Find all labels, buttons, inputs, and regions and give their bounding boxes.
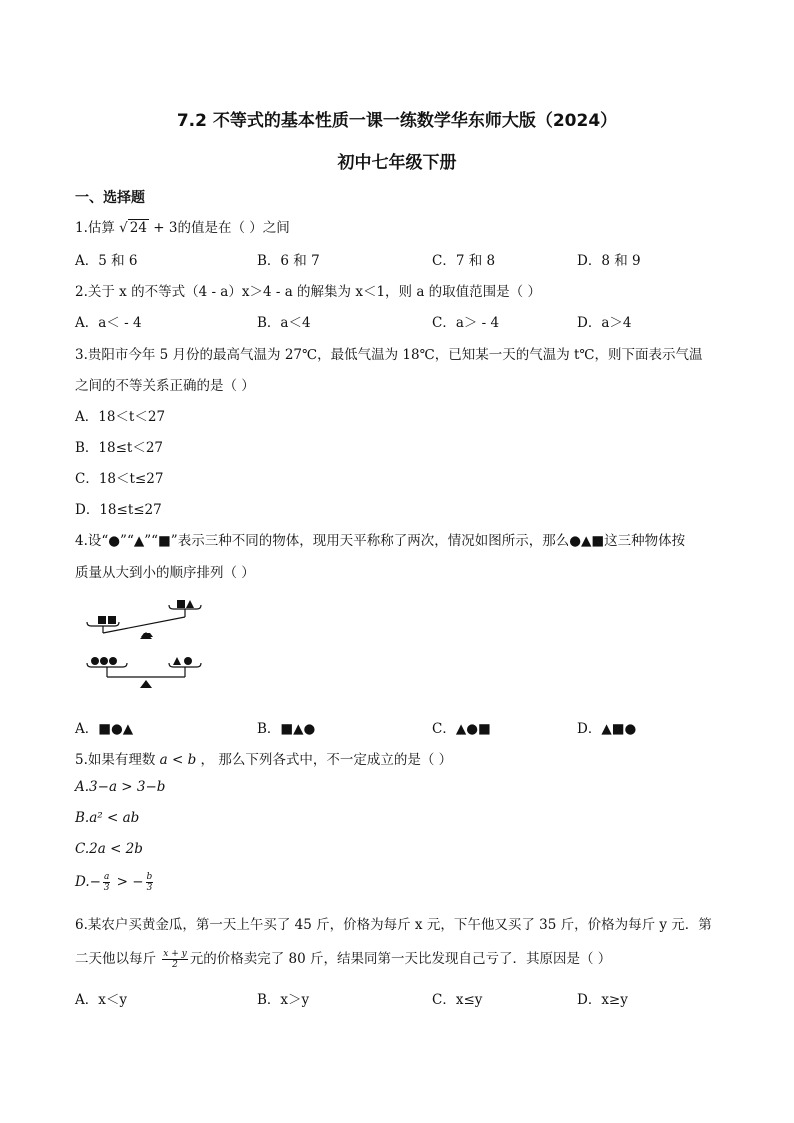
q1-prefix: 1.估算	[75, 220, 120, 236]
document-title: 7.2 不等式的基本性质一课一练数学华东师大版（2024）	[176, 111, 618, 131]
square-object	[108, 616, 116, 624]
denominator: 2	[172, 960, 178, 970]
question-4-line-1: 4.设“●”“▲”“■”表示三种不同的物体，现用天平称称了两次，情况如图所示，那么●▲■这三种物体按	[75, 533, 686, 549]
fraction-x-plus-y-over-2	[162, 949, 187, 970]
q5-d-mid: > −	[112, 874, 144, 890]
q3-option-c: C．18＜t≤27	[75, 471, 164, 487]
denominator: 3	[146, 883, 153, 893]
square-object	[177, 600, 185, 608]
option-c: C．7 和 8	[432, 253, 496, 269]
option-d: D．a＞4	[577, 315, 632, 331]
numerator: b	[146, 872, 153, 882]
balance-2	[87, 657, 201, 688]
question-6-line-1: 6.某农户买黄金瓜，第一天上午买了 45 斤，价格为每斤 x 元，下午他又买了 35 斤，价格为每斤 y 元．第	[75, 917, 712, 933]
triangle-object	[186, 600, 194, 608]
q6-line2-suffix: 元的价格卖完了 80 斤，结果同第一天比发现自己亏了．其原因是（ ）	[189, 951, 612, 967]
section-heading: 一、选择题	[75, 190, 145, 206]
circle-object	[100, 657, 108, 665]
option-b: B．a＜4	[257, 315, 311, 331]
triangle-object	[173, 657, 181, 665]
q4-options	[75, 717, 725, 737]
circle-object	[91, 657, 99, 665]
square-object	[98, 616, 106, 624]
denominator: 3	[103, 883, 110, 893]
question-1	[75, 216, 290, 236]
balance-scales-figure	[85, 595, 215, 695]
option-d: D．▲■●	[577, 721, 637, 737]
q5-option-b: B.a² < ab	[75, 810, 140, 826]
document-subtitle: 初中七年级下册	[337, 153, 457, 173]
q5-d-prefix: D.−	[75, 874, 101, 890]
q2-options	[75, 311, 725, 331]
q3-option-d: D．18≤t≤27	[75, 502, 162, 518]
question-3-line-1: 3.贵阳市今年 5 月份的最高气温为 27℃，最低气温为 18℃，已知某一天的气温为 t℃，则下面表示气温	[75, 347, 703, 363]
q6-line2-prefix: 二天他以每斤	[75, 951, 161, 967]
option-a: A．5 和 6	[75, 253, 138, 269]
option-c: C．▲●■	[432, 721, 491, 737]
question-6-line-2	[75, 947, 611, 970]
question-4-line-2: 质量从大到小的顺序排列（ ）	[75, 565, 255, 581]
option-a: A．x＜y	[75, 992, 127, 1008]
q6-options	[75, 988, 725, 1008]
q1-options	[75, 249, 725, 269]
option-c: C．a＞ - 4	[432, 315, 500, 331]
q3-option-a: A．18＜t＜27	[75, 409, 166, 425]
sqrt-expression: √ 24	[119, 220, 147, 236]
q5-option-c: C.2a < 2b	[75, 841, 143, 857]
option-b: B．■▲●	[257, 721, 316, 737]
option-a: A．a＜ - 4	[75, 315, 142, 331]
q5-prefix: 5.如果有理数	[75, 752, 160, 768]
fraction-b-over-3	[146, 872, 154, 893]
q3-option-b: B．18≤t＜27	[75, 440, 164, 456]
option-d: D．8 和 9	[577, 253, 641, 269]
numerator: x + y	[163, 949, 187, 959]
q5-option-d	[75, 872, 155, 893]
option-b: B．x＞y	[257, 992, 310, 1008]
option-c: C．x≤y	[432, 992, 483, 1008]
circle-object	[109, 657, 117, 665]
balance-1	[87, 600, 201, 639]
numerator: a	[103, 872, 110, 882]
q5-option-a: A.3−a > 3−b	[75, 779, 166, 795]
q1-radical: 24	[129, 220, 147, 236]
q5-condition: a < b	[159, 752, 197, 768]
q1-rest: + 3的值是在（ ）之间	[148, 220, 290, 236]
option-d: D．x≥y	[577, 992, 628, 1008]
question-5	[75, 748, 452, 768]
question-2: 2.关于 x 的不等式（4 - a）x＞4 - a 的解集为 x＜1，则 a 的取值范围是（ ）	[75, 284, 541, 300]
circle-object	[184, 657, 192, 665]
option-a: A．■●▲	[75, 721, 134, 737]
q5-suffix: ， 那么下列各式中，不一定成立的是（ ）	[196, 752, 453, 768]
question-3-line-2: 之间的不等关系正确的是（ ）	[75, 378, 255, 394]
fulcrum-triangle	[140, 680, 152, 688]
fraction-a-over-3	[103, 872, 110, 893]
option-b: B．6 和 7	[257, 253, 320, 269]
